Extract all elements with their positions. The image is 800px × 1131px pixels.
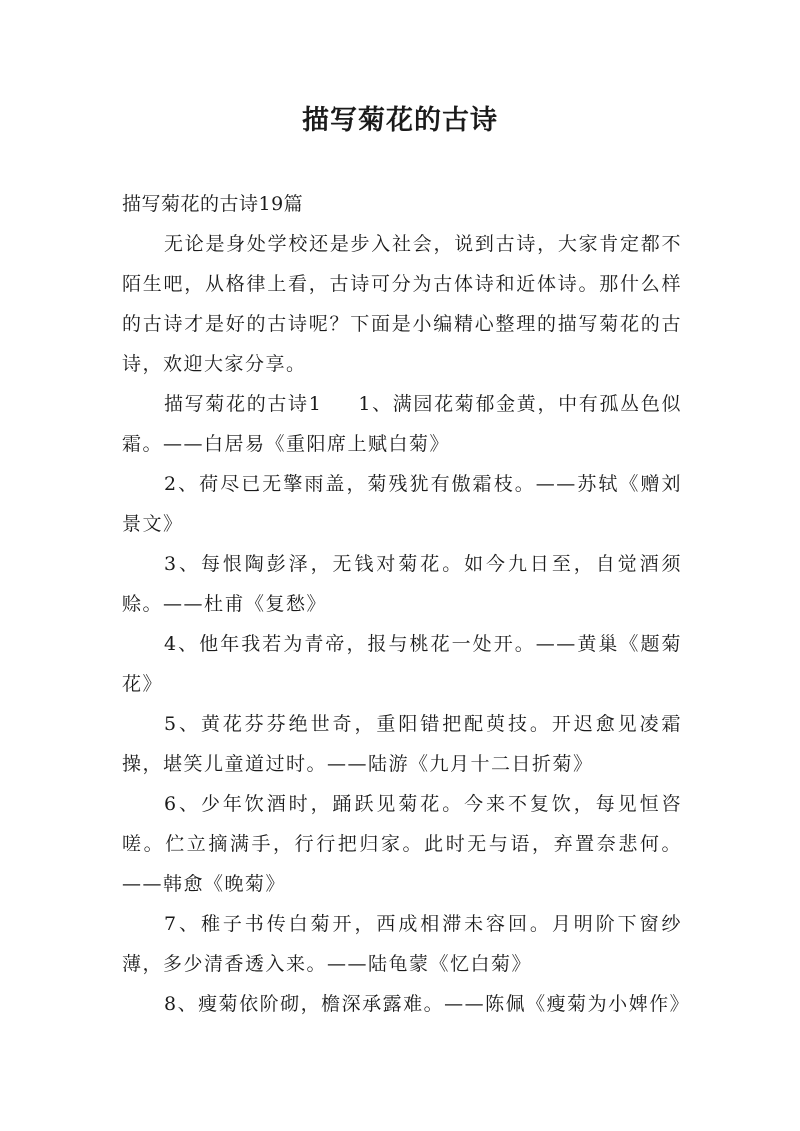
page-title: 描写菊花的古诗: [302, 105, 498, 136]
intro-paragraph: 无论是身处学校还是步入社会，说到古诗，大家肯定都不陌生吧，从格律上看，古诗可分为古体诗和近体诗。那什么样的古诗才是好的古诗呢？下面是小编精心整理的描写菊花的古诗，欢迎大家分享。: [122, 233, 682, 375]
poem-item: 6、少年饮酒时，踊跃见菊花。今来不复饮，每见恒咨嗟。伫立摘满手，行行把归家。此时无与语，弃置奈悲何。——韩愈《晚菊》: [122, 793, 682, 895]
poem-item: 3、每恨陶彭泽，无钱对菊花。如今九日至，自觉酒须赊。——杜甫《复愁》: [122, 553, 682, 615]
poem-item: 8、瘦菊依阶砌，檐深承露难。——陈佩《瘦菊为小婢作》: [164, 993, 691, 1015]
document-subtitle: 描写菊花的古诗19篇: [122, 193, 304, 215]
poem-text: 1、满园花菊郁金黄，中有孤丛色似霜。——白居易《重阳席上赋白菊》: [122, 393, 683, 455]
document-body: [122, 184, 691, 1024]
poem-item: 2、荷尽已无擎雨盖，菊残犹有傲霜枝。——苏轼《赠刘景文》: [122, 473, 682, 535]
poem-list: [122, 384, 691, 1024]
poem-item: [122, 384, 682, 464]
poem-item: 4、他年我若为青帝，报与桃花一处开。——黄巢《题菊花》: [122, 633, 682, 695]
section-heading: 描写菊花的古诗1: [164, 393, 323, 415]
poem-item: 7、稚子书传白菊开，西成相滞未容回。月明阶下窗纱薄，多少清香透入来。——陆龟蒙《忆白菊》: [122, 913, 682, 975]
poem-item: 5、黄花芬芬绝世奇，重阳错把配萸技。开迟愈见凌霜操，堪笑儿童道过时。——陆游《九月十二日折菊》: [122, 713, 682, 775]
